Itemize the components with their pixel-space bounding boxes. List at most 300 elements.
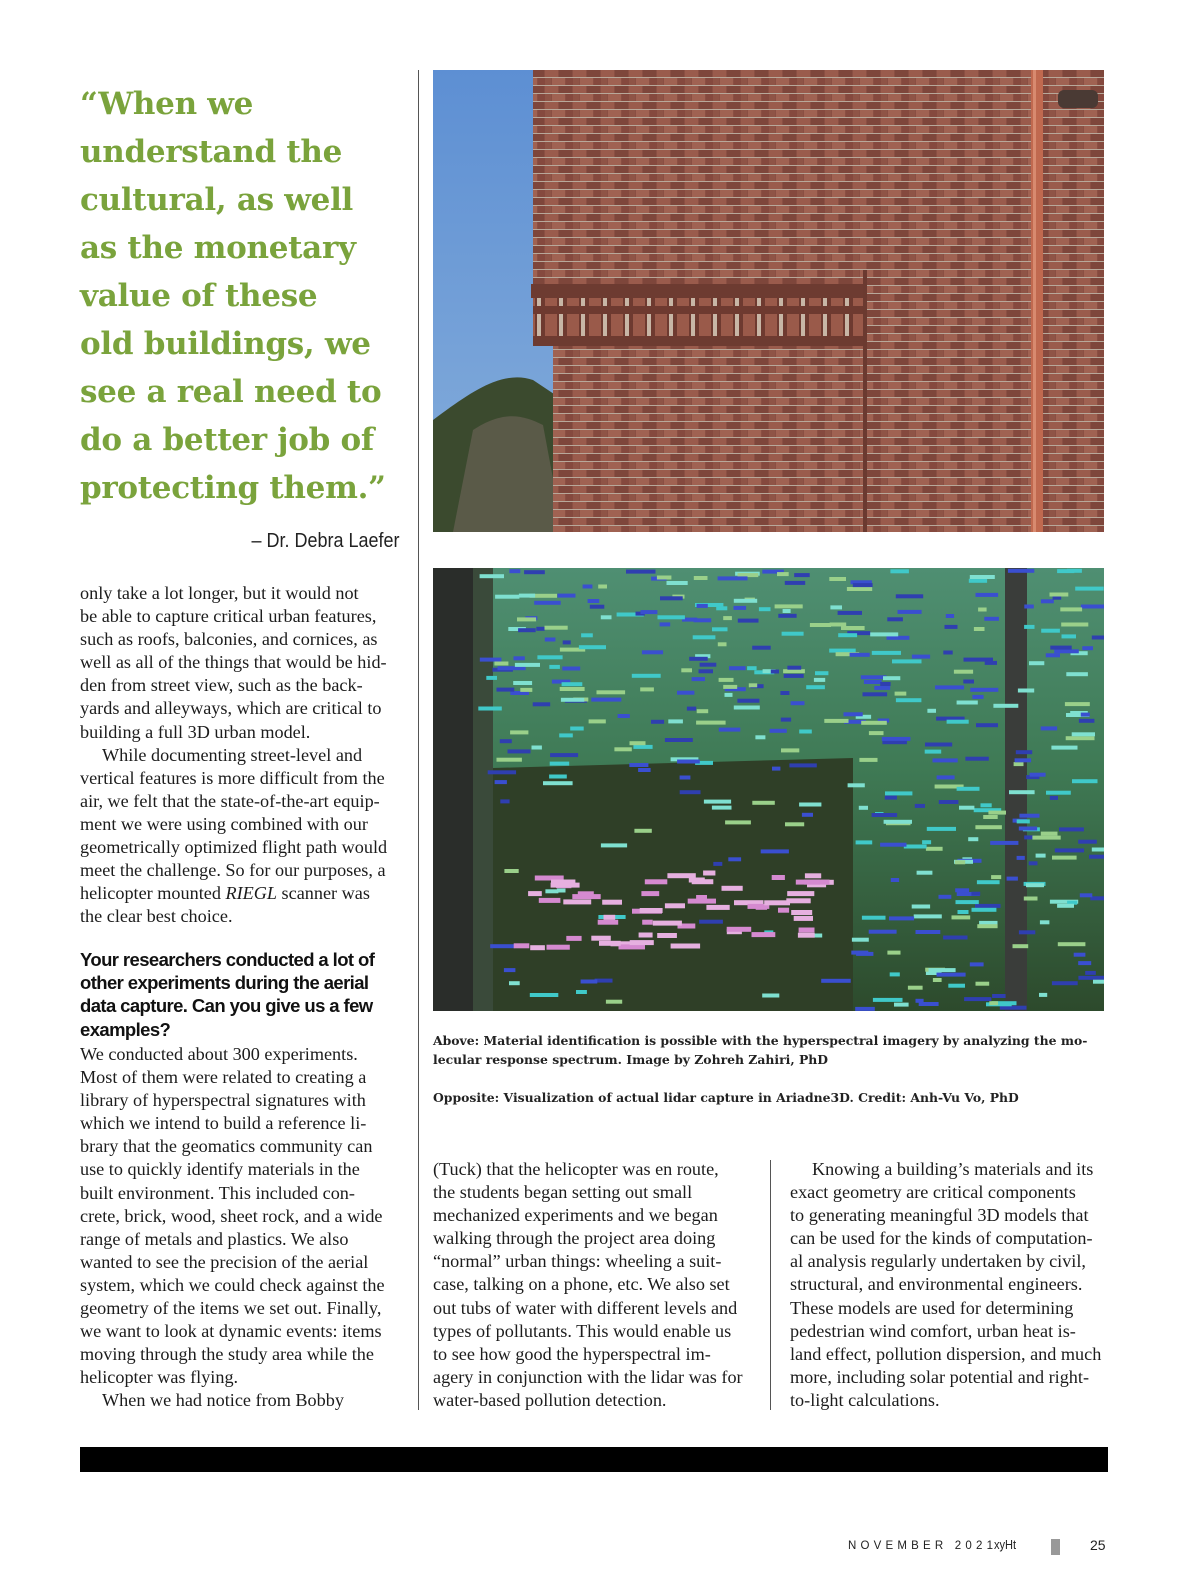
spectral-pixel (689, 657, 708, 661)
spectral-pixel (718, 576, 748, 580)
spectral-pixel (703, 871, 715, 876)
spectral-pixel (1080, 893, 1093, 897)
spectral-pixel (1029, 661, 1044, 665)
spectral-pixel (1019, 827, 1037, 831)
spectral-pixel (1030, 773, 1046, 777)
text-line: We conducted about 300 experiments. (80, 1044, 358, 1064)
spectral-pixel (970, 962, 984, 966)
spectral-pixel (665, 738, 693, 742)
text-line: old buildings, we (80, 326, 371, 362)
text-line: lecular response spectrum. Image by Zohreh Zahiri, PhD (433, 1052, 829, 1067)
hyperspectral-image (433, 568, 1104, 1011)
spectral-pixel (965, 757, 988, 761)
spectral-pixel (1046, 653, 1060, 657)
spectral-pixel (641, 610, 658, 614)
spectral-pixel (660, 596, 683, 600)
spectral-pixel (1072, 779, 1098, 783)
spectral-pixel (1066, 736, 1095, 740)
spectral-pixel (861, 721, 887, 725)
spectral-pixel (1058, 942, 1086, 946)
spectral-pixel (500, 799, 509, 803)
text-line: “normal” urban things: wheeling a suit- (433, 1251, 722, 1272)
page-number: 25 (1090, 1537, 1106, 1553)
text-line: pedestrian wind comfort, urban heat is- (790, 1320, 1076, 1341)
text-line: brary that the geomatics community can (80, 1136, 373, 1157)
text-line: air, we felt that the state-of-the-art equip- (80, 790, 380, 811)
spectral-pixel (830, 605, 842, 609)
text-line: which we intend to build a reference li- (80, 1113, 367, 1134)
spectral-pixel (626, 570, 656, 574)
spectral-pixel (992, 994, 1006, 998)
spectral-pixel (1078, 976, 1104, 980)
spectral-pixel (480, 658, 502, 662)
text-line: water-based pollution detection. (433, 1389, 667, 1410)
text-line: types of pollutants. This would enable us (433, 1320, 732, 1341)
text-line: While documenting street-level and (102, 744, 363, 765)
spectral-pixel (488, 770, 516, 774)
spectral-pixel (937, 775, 955, 779)
spectral-pixel (696, 721, 726, 725)
spectral-pixel (729, 666, 746, 670)
spectral-pixel (497, 688, 515, 692)
spectral-pixel (591, 698, 621, 702)
spectral-pixel (908, 986, 923, 990)
spectral-pixel (509, 569, 520, 573)
spectral-pixel (514, 656, 525, 660)
spectral-pixel (486, 676, 497, 680)
spectral-pixel (784, 674, 804, 678)
spectral-pixel (699, 669, 714, 673)
spectral-pixel (633, 745, 652, 749)
spectral-pixel (890, 972, 900, 976)
spectral-pixel (872, 813, 898, 817)
spectral-pixel (853, 583, 873, 587)
spectral-pixel (896, 698, 922, 702)
spectral-pixel (1015, 758, 1032, 762)
spectral-pixel (722, 886, 743, 891)
spectral-pixel (700, 663, 717, 667)
spectral-pixel (975, 904, 1001, 908)
spectral-pixel (539, 898, 561, 903)
spectral-pixel (719, 678, 734, 682)
text-line: These models are used for determining (790, 1297, 1074, 1318)
spectral-pixel (1041, 726, 1057, 730)
spectral-pixel (927, 709, 936, 713)
spectral-pixel (977, 880, 1000, 884)
text-line: agery in conjunction with the lidar was for (433, 1366, 743, 1387)
spectral-pixel (970, 575, 995, 579)
spectral-pixel (904, 845, 927, 849)
spectral-pixel (852, 938, 869, 942)
spectral-pixel (1065, 702, 1090, 706)
spectral-pixel (1019, 814, 1039, 818)
spectral-pixel (667, 581, 688, 585)
spectral-pixel (653, 921, 682, 926)
spectral-pixel (693, 635, 716, 639)
spectral-pixel (576, 990, 587, 994)
spectral-pixel (738, 619, 759, 623)
spectral-pixel (495, 595, 519, 599)
spectral-pixel (1079, 719, 1095, 723)
column-3-body (790, 1158, 1120, 1412)
column-1-line: the clear best choice. (80, 906, 233, 927)
spectral-pixel (619, 944, 646, 949)
spectral-pixel (681, 668, 692, 672)
spectral-pixel (916, 930, 941, 934)
spectral-pixel (970, 688, 998, 692)
spectral-pixel (947, 720, 969, 724)
text-line: Your researchers conducted a lot of (80, 949, 375, 970)
spectral-pixel (884, 820, 912, 824)
spectral-pixel (508, 749, 531, 753)
spectral-pixel (668, 719, 683, 723)
text-line: structural, and environmental engineers. (790, 1274, 1083, 1295)
text-line: geometrically optimized flight path would (80, 837, 388, 858)
spectral-pixel (1024, 605, 1034, 609)
spectral-pixel (687, 707, 696, 711)
spectral-pixel (957, 787, 980, 791)
text-line: other experiments during the aerial (80, 972, 369, 994)
spectral-pixel (799, 803, 821, 807)
text-line: to see how good the hyperspectral im- (433, 1343, 711, 1364)
interview-question (80, 948, 400, 1041)
spectral-pixel (559, 733, 573, 737)
spectral-pixel (1093, 980, 1104, 984)
spectral-pixel (677, 691, 694, 695)
text-line: wanted to see the precision of the aerial (80, 1251, 369, 1272)
text-line: do a better job of (80, 422, 374, 458)
spectral-pixel (785, 581, 805, 585)
column-rule-left (418, 70, 419, 1410)
spectral-pixel (1032, 836, 1060, 840)
spectral-pixel (694, 618, 712, 622)
text-line: “When we (80, 86, 254, 122)
spectral-pixel (981, 803, 992, 807)
spectral-pixel (759, 607, 771, 611)
spectral-pixel (964, 997, 991, 1001)
spectral-pixel (971, 892, 980, 896)
spectral-pixel (549, 775, 567, 779)
text-line: the students began setting out small (433, 1182, 693, 1203)
spectral-pixel (1059, 827, 1084, 831)
text-line: system, which we could check against the (80, 1274, 385, 1295)
spectral-pixel (810, 623, 831, 627)
spectral-pixel (570, 727, 584, 731)
spectral-pixel (642, 920, 653, 925)
spectral-pixel (533, 702, 551, 706)
spectral-pixel (887, 951, 900, 955)
spectral-pixel (968, 837, 978, 841)
spectral-pixel (734, 706, 760, 710)
spectral-pixel (977, 924, 997, 928)
spectral-pixel (712, 627, 728, 631)
spectral-pixel (495, 780, 507, 784)
spectral-pixel (791, 701, 805, 705)
text-line: data capture. Can you give us a few (80, 995, 373, 1017)
spectral-pixel (689, 878, 705, 883)
spectral-pixel (786, 898, 810, 903)
spectral-pixel (989, 1001, 998, 1005)
spectral-pixel (1092, 848, 1104, 852)
spectral-pixel (937, 973, 966, 977)
spectral-pixel (1081, 713, 1090, 717)
spectral-pixel (694, 576, 708, 580)
spectral-pixel (896, 594, 923, 598)
spectral-pixel (1081, 605, 1104, 609)
spectral-pixel (895, 692, 907, 696)
spectral-pixel (725, 693, 733, 697)
spectral-pixel (889, 916, 914, 920)
spectral-pixel (657, 576, 672, 580)
spectral-pixel (1041, 832, 1058, 836)
spectral-pixel (752, 932, 776, 937)
spectral-pixel (1013, 944, 1029, 948)
text-line: out tubs of water with different levels and (433, 1297, 738, 1318)
spectral-pixel (1075, 587, 1104, 591)
spectral-pixel (1017, 856, 1025, 860)
spectral-pixel (1024, 625, 1034, 629)
spectral-pixel (618, 714, 630, 718)
spectral-pixel (777, 572, 789, 576)
spectral-pixel (545, 889, 558, 893)
spectral-pixel (692, 677, 705, 681)
column-rule-right (770, 1160, 771, 1410)
spectral-pixel (844, 712, 863, 716)
spectral-pixel (841, 626, 865, 630)
spectral-pixel (547, 945, 570, 950)
spectral-pixel (985, 661, 997, 665)
spectral-pixel (991, 875, 1001, 879)
spectral-pixel (984, 617, 999, 621)
spectral-pixel (885, 796, 897, 800)
text-line: well as all of the things that would be hid- (80, 652, 387, 673)
text-line: den from street view, such as the back- (80, 675, 363, 696)
spectral-pixel (880, 682, 890, 686)
spectral-pixel (478, 707, 502, 711)
spectral-pixel (536, 627, 544, 631)
spectral-pixel (764, 900, 790, 905)
spectral-pixel (787, 891, 814, 896)
spectral-pixel (630, 940, 654, 945)
spectral-pixel (799, 928, 815, 933)
spectral-pixel (927, 827, 956, 831)
spectral-pixel (706, 905, 729, 910)
spectral-pixel (770, 729, 787, 733)
spectral-pixel (883, 676, 900, 680)
spectral-pixel (887, 617, 903, 621)
spectral-pixel (983, 815, 998, 819)
text-line: (Tuck) that the helicopter was en route, (433, 1159, 719, 1179)
spectral-pixel (532, 746, 542, 750)
spectral-pixel (725, 820, 751, 824)
text-line: helicopter was flying. (80, 1367, 239, 1388)
spectral-pixel (863, 692, 888, 696)
spectral-pixel (946, 614, 954, 618)
spectral-pixel (749, 683, 757, 687)
spectral-pixel (976, 723, 998, 727)
spectral-pixel (958, 910, 969, 914)
spectral-pixel (545, 638, 556, 642)
spectral-pixel (850, 653, 870, 657)
spectral-pixel (723, 685, 737, 689)
spectral-pixel (869, 930, 897, 934)
spectral-pixel (614, 747, 631, 751)
spectral-pixel (935, 685, 964, 689)
spectral-pixel (1078, 840, 1097, 844)
spectral-pixel (651, 720, 664, 724)
spectral-pixel (640, 687, 654, 691)
answer-paragraph-continued (80, 1389, 410, 1412)
spectral-pixel (802, 813, 813, 817)
spectral-pixel (1009, 790, 1035, 794)
spectral-pixel (990, 841, 1018, 845)
spectral-pixel (1057, 569, 1074, 573)
spectral-pixel (581, 633, 593, 637)
text-line: meet the challenge. So for our purposes, a (80, 860, 386, 881)
spectral-pixel (727, 927, 752, 932)
spectral-pixel (560, 687, 585, 691)
spectral-pixel (504, 968, 516, 972)
text-line: more, including solar potential and right- (790, 1366, 1090, 1387)
spectral-pixel (894, 1003, 909, 1007)
spectral-pixel (939, 800, 959, 804)
spectral-pixel (719, 728, 741, 732)
spectral-pixel (952, 915, 971, 919)
folio-divider (1051, 1539, 1060, 1555)
column-1-line: When we had notice from Bobby (102, 1390, 344, 1411)
spectral-pixel (514, 943, 530, 948)
spectral-pixel (1060, 607, 1082, 611)
spectral-pixel (859, 758, 877, 762)
spectral-pixel (598, 585, 607, 589)
spectral-pixel (898, 610, 922, 614)
spectral-pixel (1054, 649, 1079, 653)
spectral-pixel (524, 570, 545, 574)
spectral-pixel (959, 806, 974, 810)
spectral-pixel (778, 908, 789, 913)
spectral-pixel (772, 767, 780, 771)
hyperspectral-illustration (433, 568, 1104, 1011)
spectral-pixel (890, 569, 909, 573)
spectral-pixel (1061, 623, 1088, 627)
spectral-pixel (537, 655, 562, 659)
spectral-pixel (939, 895, 952, 899)
brick-building-illustration (433, 70, 1104, 532)
spectral-pixel (517, 617, 536, 621)
spectral-pixel (829, 649, 856, 653)
quote-attribution: – Dr. Debra Laefer (251, 530, 400, 552)
spectral-pixel (974, 627, 985, 631)
spectral-pixel (579, 645, 606, 649)
spectral-pixel (855, 1007, 875, 1011)
spectral-pixel (550, 753, 578, 757)
spectral-pixel (806, 685, 825, 689)
spectral-pixel (566, 936, 581, 941)
spectral-pixel (873, 998, 903, 1002)
spectral-pixel (969, 579, 987, 583)
spectral-pixel (494, 662, 508, 666)
spectral-pixel (1092, 636, 1104, 640)
spectral-pixel (755, 735, 765, 739)
spectral-pixel (1041, 599, 1054, 603)
text-line: to generating meaningful 3D models that (790, 1205, 1089, 1226)
spectral-pixel (824, 719, 848, 723)
spectral-pixel (798, 933, 815, 938)
spectral-pixel (601, 615, 612, 619)
spectral-pixel (657, 933, 677, 938)
spectral-pixel (1019, 930, 1035, 934)
spectral-pixel (581, 980, 598, 984)
spectral-pixel (601, 843, 627, 847)
spectral-pixel (880, 843, 906, 847)
spectral-pixel (1051, 746, 1077, 750)
spectral-pixel (598, 920, 619, 925)
spectral-pixel (915, 804, 925, 808)
spectral-pixel (861, 675, 887, 679)
spectral-pixel (815, 671, 828, 675)
spectral-pixel (562, 667, 580, 671)
spectral-pixel (955, 860, 965, 864)
spectral-pixel (912, 655, 930, 659)
spectral-pixel (943, 651, 952, 655)
spectral-pixel (874, 686, 890, 690)
text-line: Above: Material identification is possible with the hyperspectral imagery by analyzing the mo- (433, 1033, 1088, 1048)
spectral-pixel (859, 806, 868, 810)
spectral-pixel (1074, 953, 1086, 957)
column-1-answer (80, 1043, 410, 1413)
spectral-pixel (1089, 855, 1104, 859)
spectral-pixel (1039, 993, 1047, 997)
spectral-pixel (1008, 569, 1034, 573)
spectral-pixel (864, 680, 882, 684)
text-line: ment we were using combined with our (80, 813, 368, 834)
spectral-pixel (892, 659, 922, 663)
spectral-pixel (778, 614, 796, 618)
text-line: exact geometry are critical components (790, 1182, 1076, 1203)
spectral-pixel (549, 665, 560, 669)
spectral-pixel (632, 674, 661, 678)
spectral-pixel (597, 690, 626, 694)
text-line: can be used for the kinds of computation- (790, 1228, 1093, 1249)
spectral-pixel (704, 800, 731, 804)
spectral-pixel (975, 825, 1002, 829)
spectral-pixel (782, 632, 804, 636)
spectral-pixel (543, 781, 573, 785)
spectral-pixel (957, 701, 978, 705)
spectral-pixel (955, 888, 969, 892)
spectral-pixel (500, 739, 512, 743)
spectral-pixel (640, 908, 663, 913)
spectral-pixel (956, 900, 979, 904)
text-line: built environment. This included con- (80, 1182, 355, 1203)
spectral-pixel (814, 678, 825, 682)
spectral-pixel (545, 626, 568, 630)
spectral-pixel (723, 616, 732, 620)
spectral-pixel (1014, 762, 1024, 766)
spectral-pixel (922, 840, 931, 844)
spectral-pixel (851, 951, 868, 955)
spectral-pixel (752, 646, 771, 650)
spectral-pixel (799, 730, 812, 734)
spectral-pixel (490, 944, 515, 948)
spectral-pixel (718, 642, 727, 646)
spectral-pixel (943, 936, 967, 940)
caption-opposite: Opposite: Visualization of actual lidar capture in Ariadne3D. Credit: Anh-Vu Vo, PhD (433, 1090, 1019, 1105)
issue-date: NOVEMBER 2021 (848, 1540, 998, 1552)
spectral-pixel (829, 577, 846, 581)
spectral-pixel (638, 768, 651, 772)
spectral-pixel (665, 903, 685, 908)
